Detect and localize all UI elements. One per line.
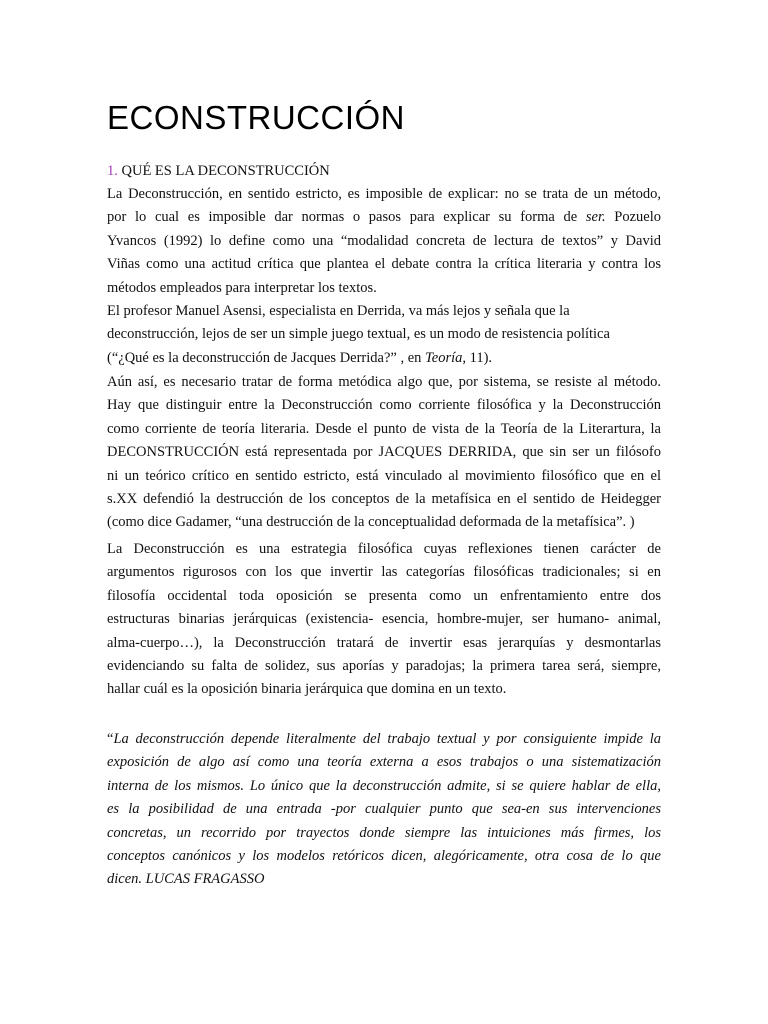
text-line: La Deconstrucción es una estrategia filosófica cuyas reflexiones tienen carácter de bbox=[107, 541, 661, 557]
text-line: La Deconstrucción, en sentido estricto, es imposible de explicar: no se trata de un método, bbox=[107, 186, 661, 202]
quote-line: es la posibilidad de una entrada -por cualquier punto que sea-en sus intervenciones bbox=[107, 801, 661, 818]
text-run: La deconstrucción depende literalmente del trabajo textual y por consiguiente impide la bbox=[113, 731, 661, 747]
text-line: Aún así, es necesario tratar de forma metódica algo que, por sistema, se resiste al método. bbox=[107, 374, 661, 390]
text-line: (como dice Gadamer, “una destrucción de la conceptualidad deformada de la metafísica”. ) bbox=[107, 514, 635, 531]
text-run: (“¿Qué es la deconstrucción de Jacques Derrida?” , en bbox=[107, 349, 426, 366]
text-run: por lo cual es imposible dar normas o pasos para explicar su forma de bbox=[107, 209, 586, 226]
text-line: evidenciando su falta de solidez, sus aporías y paradojas; la primera tarea será, siempre, bbox=[107, 658, 661, 675]
text-line: ni un teórico crítico en sentido estricto, está vinculado al movimiento filosófico que en el bbox=[107, 467, 661, 484]
text-line: métodos empleados para interpretar los textos. bbox=[107, 279, 377, 296]
block-quote bbox=[107, 728, 661, 892]
paragraph-derrida bbox=[107, 371, 661, 535]
text-line: deconstrucción, lejos de ser un simple juego textual, es un modo de resistencia política bbox=[107, 326, 610, 343]
italic-run: Teoría, bbox=[425, 349, 467, 366]
text-line: filosofía occidental toda oposición se presenta como un enfrentamiento entre dos bbox=[107, 587, 661, 604]
text-line: El profesor Manuel Asensi, especialista en Derrida, va más lejos y señala que la bbox=[107, 303, 570, 319]
text-line: s.XX defendió la destrucción de los conceptos de la metafísica en el sentido de Heidegger bbox=[107, 491, 661, 508]
quote-open-mark: “ bbox=[107, 731, 114, 747]
text-line bbox=[107, 347, 661, 370]
paragraph-definition bbox=[107, 183, 661, 300]
section-number: 1. bbox=[107, 163, 118, 179]
text-line: Yvancos (1992) lo define como una “modalidad concreta de lectura de textos” y David bbox=[107, 232, 661, 249]
quote-line-attribution: dicen. LUCAS FRAGASSO bbox=[107, 871, 265, 888]
text-line: alma-cuerpo…), la Deconstrucción tratará de invertir esas jerarquías y desmontarlas bbox=[107, 634, 661, 651]
text-line bbox=[107, 206, 661, 229]
quote-line: interna de los mismos. Lo único que la deconstrucción admite, si se quiere hablar de ella, bbox=[107, 777, 661, 794]
text-line: hallar cuál es la oposición binaria jerárquica que domina en un texto. bbox=[107, 681, 507, 698]
text-line: como corriente de teoría literaria. Desde el punto de vista de la Teoría de la Literartura, la bbox=[107, 420, 661, 437]
quote-line: conceptos canónicos y los modelos retóricos dicen, alegóricamente, otra cosa de lo que bbox=[107, 848, 661, 865]
paragraph-asensi bbox=[107, 300, 661, 370]
text-line: argumentos rigurosos con los que invertir las categorías filosóficas tradicionales; si en bbox=[107, 564, 661, 581]
text-line: Hay que distinguir entre la Deconstrucción como corriente filosófica y la Deconstrucción bbox=[107, 397, 661, 414]
quote-line bbox=[107, 728, 661, 751]
quote-line: exposición de algo así como una teoría externa a esos trabajos o una sistematización bbox=[107, 754, 661, 771]
text-line: estructuras binarias jerárquicas (existencia- esencia, hombre-mujer, ser humano- animal, bbox=[107, 611, 661, 628]
paragraph-strategy bbox=[107, 538, 661, 702]
quote-line: concretas, un recorrido por trayectos donde siempre las intuiciones más firmes, los bbox=[107, 824, 661, 841]
text-run: 11). bbox=[466, 349, 493, 366]
italic-run: ser. bbox=[585, 209, 606, 226]
section-title: QUÉ ES LA DECONSTRUCCIÓN bbox=[121, 163, 330, 179]
page-title: ECONSTRUCCIÓN bbox=[107, 99, 406, 136]
text-run: Pozuelo bbox=[605, 209, 661, 226]
section-heading bbox=[107, 160, 330, 183]
text-line: Viñas como una actitud crítica que plantea el debate contra la crítica literaria y contra los bbox=[107, 256, 661, 273]
text-line: DECONSTRUCCIÓN está representada por JACQUES DERRIDA, que sin ser un filósofo bbox=[107, 444, 661, 461]
